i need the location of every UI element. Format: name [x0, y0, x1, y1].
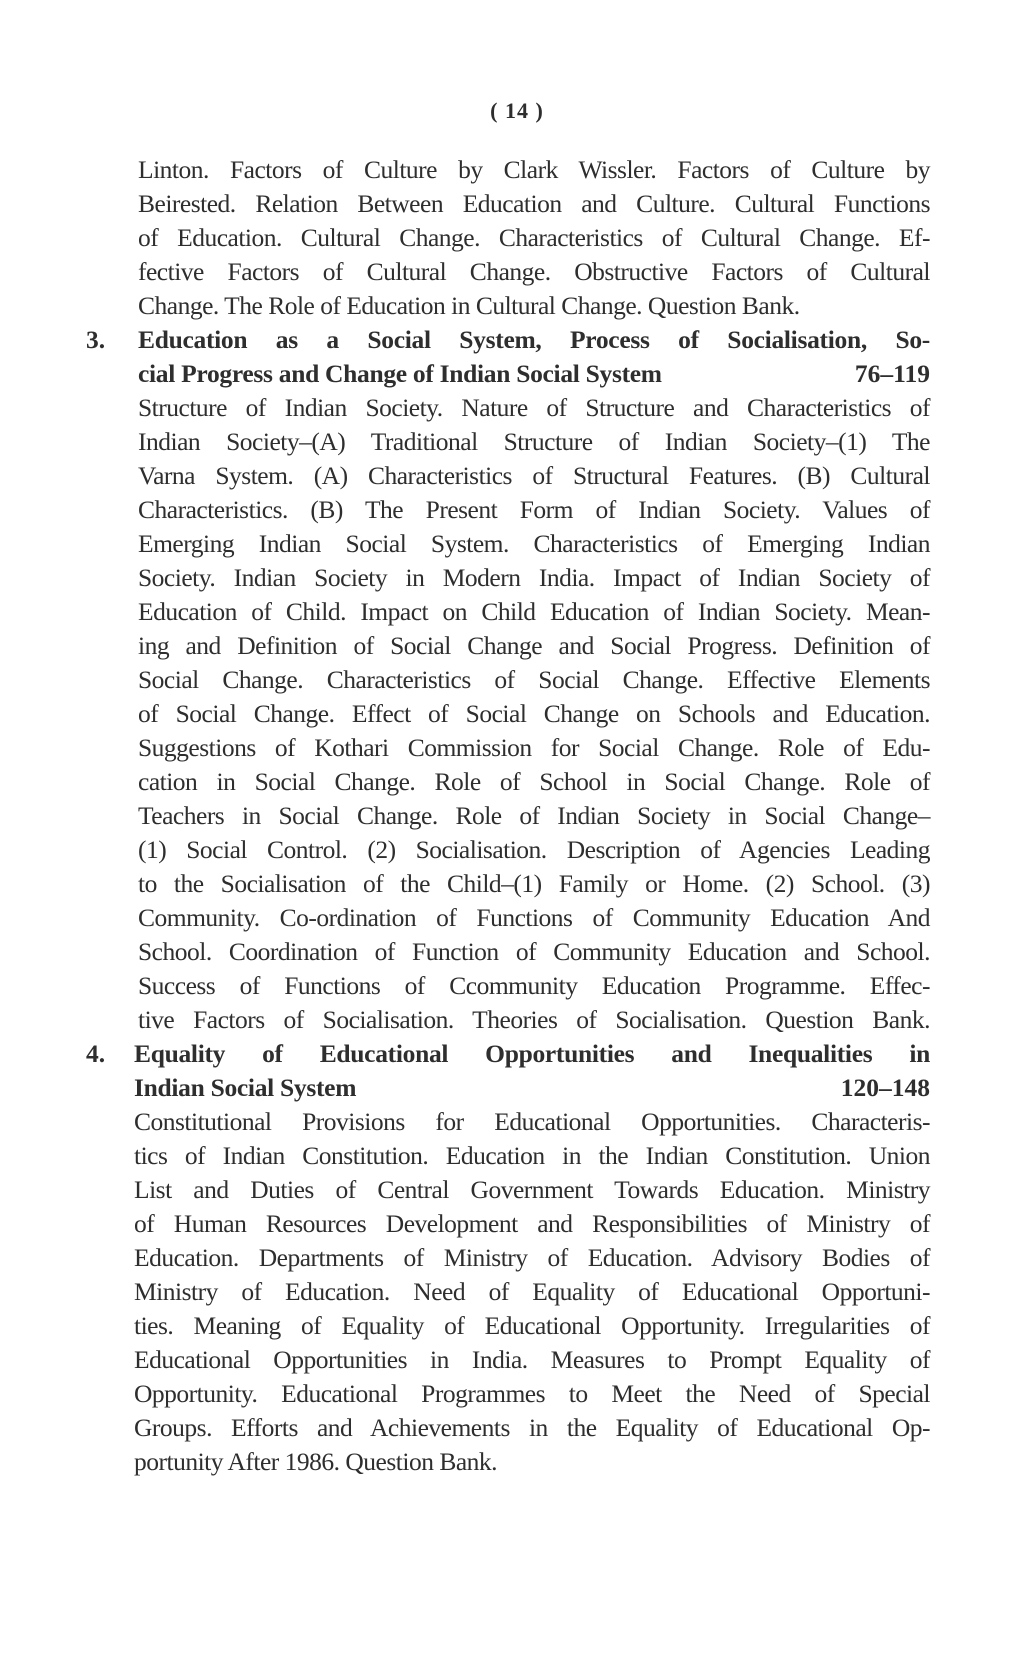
text-line: Education. Departments of Ministry of Education. Advisory Bodies of: [134, 1243, 930, 1272]
chapter-heading: [0, 322, 1034, 357]
page-number: ( 14 ): [490, 98, 544, 123]
text-line: List and Duties of Central Government Towards Education. Ministry: [134, 1175, 930, 1204]
text-line: Change. The Role of Education in Cultural Change. Question Bank.: [138, 291, 800, 320]
text-line: (1) Social Control. (2) Socialisation. Description of Agencies Leading: [138, 835, 930, 864]
text-line: of Education. Cultural Change. Characteristics of Cultural Change. Ef-: [138, 223, 930, 252]
text-line: of Human Resources Development and Responsibilities of Ministry of: [134, 1209, 930, 1238]
text-line: Beirested. Relation Between Education and Culture. Cultural Functions: [138, 189, 930, 218]
text-line: Suggestions of Kothari Commission for Social Change. Role of Edu-: [138, 733, 930, 762]
chapter-heading: [0, 1036, 1034, 1071]
text-line: Emerging Indian Social System. Characteristics of Emerging Indian: [138, 529, 930, 558]
text-line: Educational Opportunities in India. Measures to Prompt Equality of: [134, 1345, 930, 1374]
text-line: Opportunity. Educational Programmes to Meet the Need of Special: [134, 1379, 930, 1408]
text-line: Constitutional Provisions for Educational Opportunities. Characteris-: [134, 1107, 930, 1136]
text-line: Groups. Efforts and Achievements in the Equality of Educational Op-: [134, 1413, 930, 1442]
text-line: Society. Indian Society in Modern India. Impact of Indian Society of: [138, 563, 930, 592]
chapter-page-range: 120–148: [840, 1073, 930, 1102]
text-line: Social Change. Characteristics of Social Change. Effective Elements: [138, 665, 930, 694]
chapter-heading: [0, 356, 1034, 391]
text-line: ing and Definition of Social Change and Social Progress. Definition of: [138, 631, 930, 660]
chapter-page-range: 76–119: [854, 359, 930, 388]
text-line: portunity After 1986. Question Bank.: [134, 1447, 498, 1476]
chapter-number: 3.: [86, 325, 106, 354]
text-line: Characteristics. (B) The Present Form of Indian Society. Values of: [138, 495, 930, 524]
text-line: tive Factors of Socialisation. Theories of Socialisation. Question Bank.: [138, 1005, 930, 1034]
text-line: Indian Society–(A) Traditional Structure of Indian Society–(1) The: [138, 427, 930, 456]
chapter-title-line: Education as a Social System, Process of Socialisation, So-: [138, 325, 930, 354]
text-line: Varna System. (A) Characteristics of Structural Features. (B) Cultural: [138, 461, 930, 490]
text-line: Success of Functions of Ccommunity Education Programme. Effec-: [138, 971, 930, 1000]
chapter-title-line: Equality of Educational Opportunities and Inequalities in: [134, 1039, 930, 1068]
text-line: Linton. Factors of Culture by Clark Wissler. Factors of Culture by: [138, 155, 930, 184]
text-line: of Social Change. Effect of Social Change on Schools and Education.: [138, 699, 930, 728]
text-line: Education of Child. Impact on Child Education of Indian Society. Mean-: [138, 597, 930, 626]
text-line: ties. Meaning of Equality of Educational Opportunity. Irregularities of: [134, 1311, 930, 1340]
text-line: Community. Co-ordination of Functions of Community Education And: [138, 903, 930, 932]
text-line: to the Socialisation of the Child–(1) Family or Home. (2) School. (3): [138, 869, 930, 898]
text-line: Teachers in Social Change. Role of Indian Society in Social Change–: [138, 801, 930, 830]
chapter-title-line: cial Progress and Change of Indian Social System: [138, 359, 662, 388]
chapter-title-line: Indian Social System: [134, 1073, 357, 1102]
text-line: fective Factors of Cultural Change. Obstructive Factors of Cultural: [138, 257, 930, 286]
text-line: cation in Social Change. Role of School in Social Change. Role of: [138, 767, 930, 796]
text-line: Ministry of Education. Need of Equality of Educational Opportuni-: [134, 1277, 930, 1306]
text-line: Structure of Indian Society. Nature of Structure and Characteristics of: [138, 393, 930, 422]
chapter-heading: [0, 1070, 1034, 1105]
chapter-number: 4.: [86, 1039, 106, 1068]
text-line: School. Coordination of Function of Community Education and School.: [138, 937, 930, 966]
text-line: tics of Indian Constitution. Education in the Indian Constitution. Union: [134, 1141, 930, 1170]
